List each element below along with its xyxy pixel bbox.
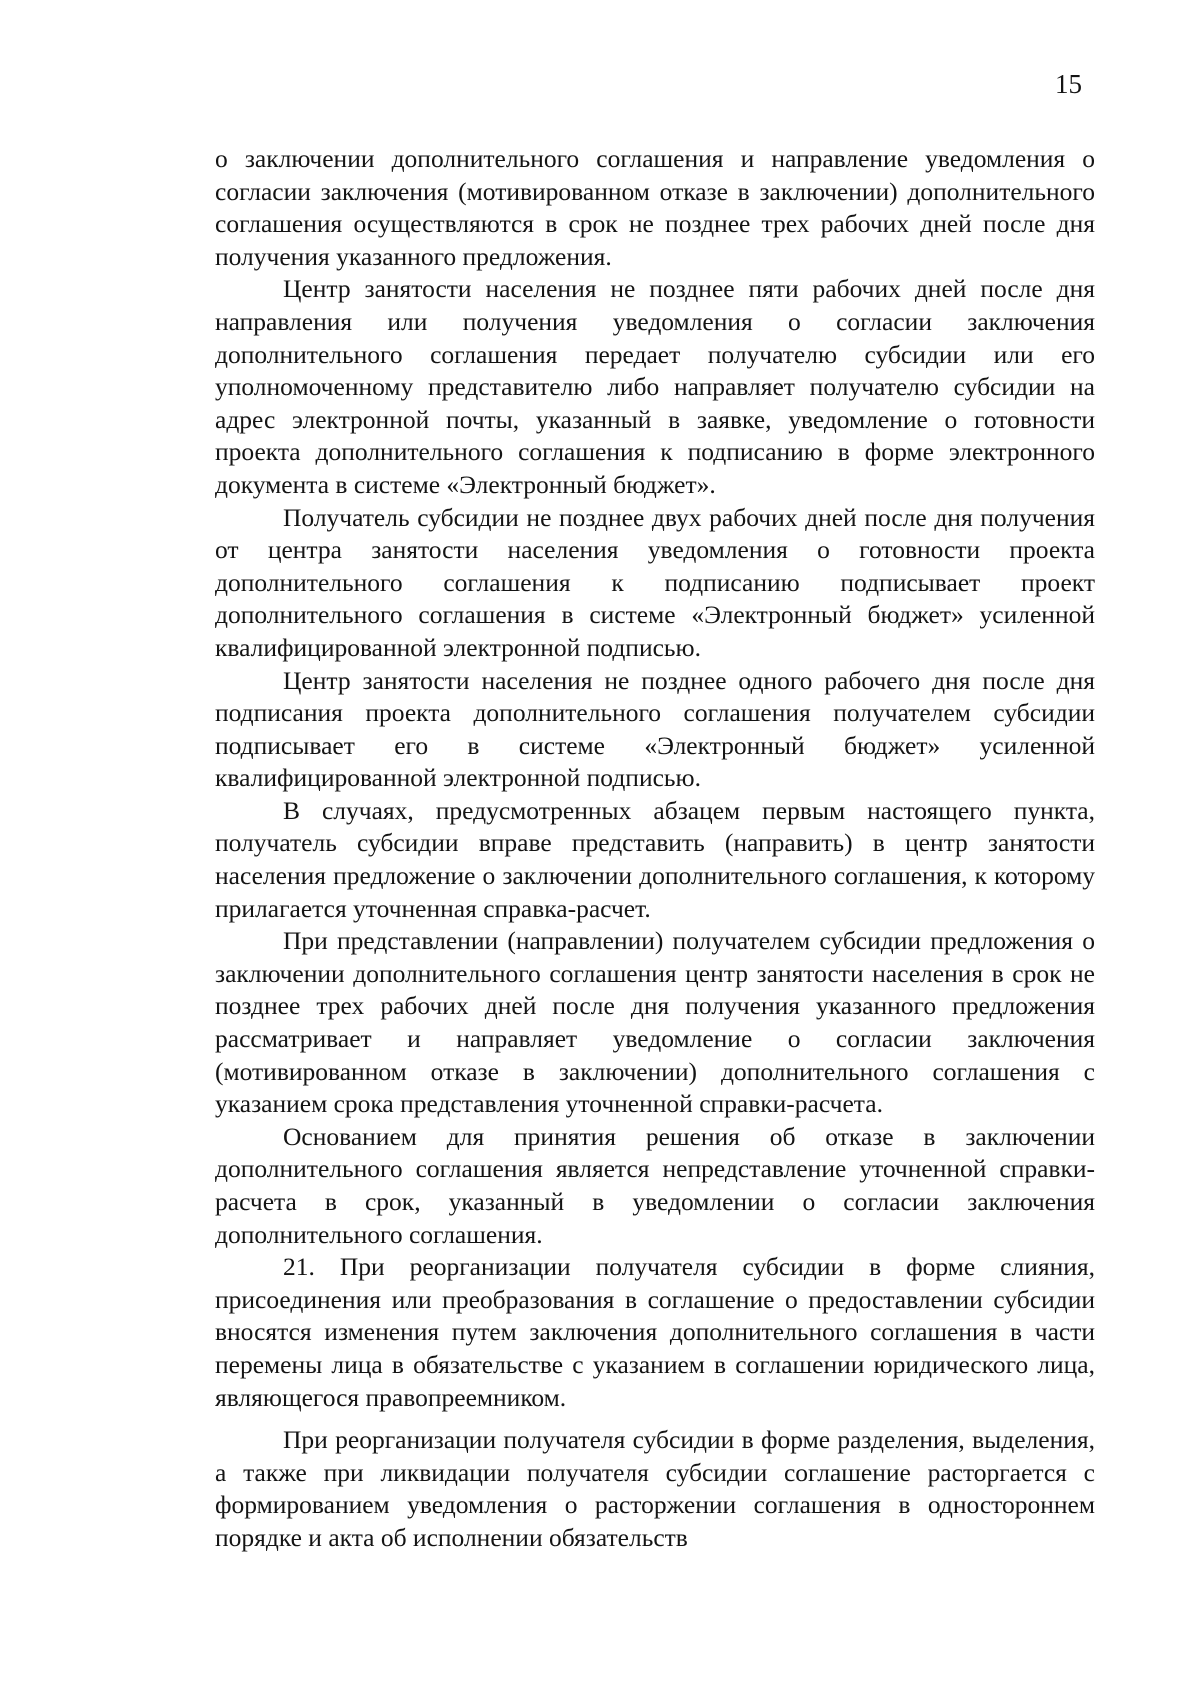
paragraph-reorganization-termination: При реорганизации получателя субсидии в форме разделения, выделения, а также при ликвидации получателя субсидии соглашение расторгается с формированием уведомления о расторжении соглашения в одностороннем порядке и акта об исполнении обязательств (215, 1425, 1095, 1552)
paragraph-recipient-signing: Получатель субсидии не позднее двух рабочих дней после дня получения от центра занятости населения уведомления о готовности проекта дополнительного соглашения к подписанию подписывает проект дополнительного соглашения в системе «Электронный бюджет» усиленной квалифицированной электронной подписью. (215, 502, 1095, 662)
paragraph-item-21: 21. При реорганизации получателя субсидии в форме слияния, присоединения или преобразования в соглашение о предоставлении субсидии вносятся изменения путем заключения дополнительного соглашения в части перемены лица в обязательстве с указанием в соглашении юридического лица, являющегося правопреемником. (215, 1252, 1095, 1412)
paragraph-continuation: о заключении дополнительного соглашения и направление уведомления о согласии заключения (мотивированном отказе в заключении) дополнительного соглашения осуществляются в срок не позднее трех рабочих дней после дня получения указанного предложения. (215, 144, 1095, 271)
paragraph-center-signing: Центр занятости населения не позднее одного рабочего дня после дня подписания проекта дополнительного соглашения получателем субсидии подписывает его в системе «Электронный бюджет» усиленной квалифицированной электронной подписью. (215, 665, 1095, 793)
paragraph-refusal-grounds: Основанием для принятия решения об отказе в заключении дополнительного соглашения является непредставление уточненной справки-расчета в срок, указанный в уведомлении о согласии заключения дополнительного соглашения. (215, 1121, 1095, 1249)
page-number: 15 (1055, 69, 1082, 99)
paragraph-recipient-proposal: В случаях, предусмотренных абзацем первым настоящего пункта, получатель субсидии вправе представить (направить) в центр занятости населения предложение о заключении дополнительного соглашения, к которому прилагается уточненная справка-расчет. (215, 795, 1095, 923)
document-body (215, 143, 1095, 1555)
paragraph-notification-readiness: Центр занятости населения не позднее пяти рабочих дней после дня направления или получения уведомления о согласии заключения дополнительного соглашения передает получателю субсидии или его уполномоченному представителю либо направляет получателю субсидии на адрес электронной почты, указанный в заявке, уведомление о готовности проекта дополнительного соглашения к подписанию в форме электронного документа в системе «Электронный бюджет». (215, 274, 1095, 499)
paragraph-proposal-review: При представлении (направлении) получателем субсидии предложения о заключении дополнительного соглашения центр занятости населения в срок не позднее трех рабочих дней после дня получения указанного предложения рассматривает и направляет уведомление о согласии заключения (мотивированном отказе в заключении) дополнительного соглашения с указанием срока представления уточненной справки-расчета. (215, 926, 1095, 1119)
